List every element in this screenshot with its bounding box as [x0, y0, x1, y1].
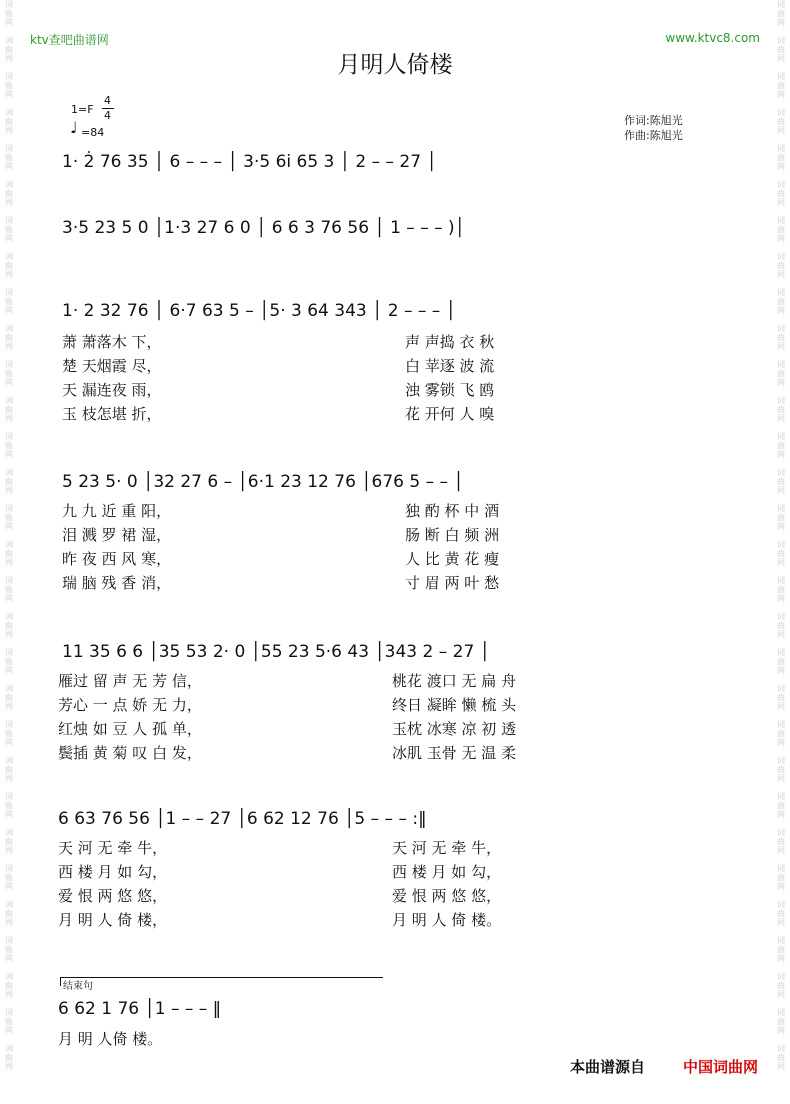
watermark-gap	[774, 855, 788, 864]
watermark-gap	[774, 783, 788, 792]
watermark-char: 词	[777, 720, 785, 729]
watermark-char: 词	[777, 144, 785, 153]
watermark-char: 词	[5, 396, 13, 405]
lyric-6-3b: 爱 恨 两 悠 悠，	[392, 887, 502, 905]
lyric-3-4b: 花 开何 人 嗅	[405, 405, 495, 423]
watermark-char: 曲	[777, 981, 785, 990]
score-line-3: 1· 2 32 76 │ 6·7 63 5 – │5· 3 64 343 │ 2 – – – │	[62, 301, 456, 321]
watermark-char: 曲	[5, 729, 13, 738]
watermark-char: 词	[777, 504, 785, 513]
watermark-char: 词	[5, 0, 13, 9]
lyric-5-3b: 玉枕 冰寒 凉 初 透	[392, 720, 517, 738]
watermark-char: 网	[5, 702, 13, 711]
lyric-3-1b: 声 声捣 衣 秋	[405, 333, 495, 351]
lyric-6-4b: 月 明 人 倚 楼。	[392, 911, 502, 929]
watermark-char: 网	[777, 414, 785, 423]
score-line-1: 1· 2̇ 76 35 │ 6 – – – │ 3·5 6i 65 3 │ 2 – – 27 │	[62, 152, 437, 172]
lyric-3-4a: 玉 枝怎堪 折，	[62, 405, 162, 423]
time-signature-top: 4	[104, 94, 111, 107]
watermark-gap	[774, 999, 788, 1008]
watermark-char: 曲	[5, 297, 13, 306]
watermark-gap	[774, 531, 788, 540]
watermark-char: 曲	[5, 117, 13, 126]
lyric-6-3a: 爱 恨 两 悠 悠，	[58, 887, 168, 905]
watermark-char: 网	[5, 954, 13, 963]
watermark-gap	[774, 279, 788, 288]
watermark-char: 网	[777, 558, 785, 567]
watermark-char: 词	[5, 360, 13, 369]
watermark-gap	[2, 567, 16, 576]
watermark-char: 曲	[777, 585, 785, 594]
watermark-char: 网	[5, 918, 13, 927]
watermark-char: 曲	[5, 369, 13, 378]
watermark-char: 曲	[5, 945, 13, 954]
lyric-4-3b: 人 比 黄 花 瘦	[405, 550, 500, 568]
watermark-char: 词	[5, 324, 13, 333]
watermark-char: 词	[5, 144, 13, 153]
watermark-char: 词	[777, 540, 785, 549]
watermark-char: 网	[777, 342, 785, 351]
watermark-char: 网	[777, 954, 785, 963]
watermark-gap	[2, 963, 16, 972]
lyric-6-2b: 西 楼 月 如 勾，	[392, 863, 502, 881]
watermark-char: 词	[777, 648, 785, 657]
watermark-char: 网	[5, 990, 13, 999]
watermark-char: 网	[5, 882, 13, 891]
watermark-char: 网	[777, 90, 785, 99]
watermark-char: 曲	[5, 441, 13, 450]
watermark-char: 网	[777, 54, 785, 63]
watermark-char: 词	[5, 504, 13, 513]
watermark-gap	[774, 459, 788, 468]
watermark-char: 词	[777, 180, 785, 189]
lyric-5-4a: 鬓插 黄 菊 叹 白 发，	[58, 744, 202, 762]
watermark-char: 网	[5, 18, 13, 27]
watermark-gap	[2, 747, 16, 756]
watermark-gap	[774, 423, 788, 432]
watermark-char: 网	[777, 1026, 785, 1035]
lyric-4-2b: 肠 断 白 频 洲	[405, 526, 500, 544]
watermark-char: 词	[777, 396, 785, 405]
watermark-char: 词	[5, 1044, 13, 1053]
watermark-gap	[774, 891, 788, 900]
watermark-char: 词	[5, 684, 13, 693]
score-line-ending: 6 62 1 76 │1 – – – ‖	[58, 999, 222, 1019]
watermark-char: 曲	[5, 333, 13, 342]
watermark-gap	[774, 207, 788, 216]
watermark-char: 曲	[5, 981, 13, 990]
watermark-char: 网	[777, 846, 785, 855]
watermark-char: 词	[777, 324, 785, 333]
lyric-4-1b: 独 酌 杯 中 酒	[405, 502, 500, 520]
watermark-gap	[2, 171, 16, 180]
watermark-gap	[2, 1071, 16, 1080]
watermark-char: 曲	[777, 117, 785, 126]
watermark-char: 网	[777, 738, 785, 747]
watermark-char: 曲	[5, 153, 13, 162]
watermark-char: 词	[777, 936, 785, 945]
watermark-gap	[2, 495, 16, 504]
watermark-gap	[774, 927, 788, 936]
time-signature-bottom: 4	[104, 109, 111, 122]
watermark-char: 曲	[5, 585, 13, 594]
watermark-gap	[2, 999, 16, 1008]
site-right-label: www.ktvc8.com	[665, 31, 760, 45]
watermark-char: 词	[777, 612, 785, 621]
watermark-char: 曲	[777, 297, 785, 306]
watermark-char: 网	[777, 594, 785, 603]
watermark-char: 网	[5, 1062, 13, 1071]
score-line-6: 6 63 76 56 │1 – – 27 │6 62 12 76 │5 – – – :‖	[58, 809, 427, 829]
watermark-char: 曲	[5, 873, 13, 882]
watermark-char: 网	[777, 378, 785, 387]
score-line-2: 3·5 23 5 0 │1·3 27 6 0 │ 6 6 3 76 56 │ 1 – – – )│	[62, 218, 465, 238]
watermark-char: 曲	[777, 621, 785, 630]
lyric-3-2a: 楚 天烟霞 尽，	[62, 357, 162, 375]
watermark-char: 词	[5, 792, 13, 801]
watermark-char: 词	[777, 360, 785, 369]
lyric-4-3a: 昨 夜 西 风 寒，	[62, 550, 172, 568]
watermark-gap	[2, 819, 16, 828]
side-watermark-right	[774, 0, 788, 1104]
watermark-char: 曲	[777, 9, 785, 18]
watermark-char: 词	[777, 108, 785, 117]
watermark-char: 词	[5, 648, 13, 657]
watermark-gap	[774, 99, 788, 108]
watermark-gap	[774, 639, 788, 648]
watermark-gap	[2, 639, 16, 648]
watermark-char: 网	[777, 630, 785, 639]
watermark-char: 词	[777, 468, 785, 477]
watermark-char: 词	[777, 36, 785, 45]
watermark-char: 曲	[5, 9, 13, 18]
lyric-6-1a: 天 河 无 牵 牛，	[58, 839, 168, 857]
watermark-char: 网	[777, 990, 785, 999]
watermark-char: 词	[5, 576, 13, 585]
watermark-char: 词	[5, 936, 13, 945]
watermark-char: 曲	[777, 765, 785, 774]
lyric-5-3a: 红烛 如 豆 人 孤 单，	[58, 720, 202, 738]
watermark-char: 词	[5, 72, 13, 81]
score-line-5: 11 35 6 6 │35 53 2· 0 │55 23 5·6 43 │343 2 – 27 │	[62, 642, 490, 662]
watermark-gap	[2, 135, 16, 144]
watermark-char: 曲	[777, 369, 785, 378]
watermark-char: 网	[5, 666, 13, 675]
watermark-char: 曲	[5, 189, 13, 198]
watermark-char: 网	[777, 270, 785, 279]
score-line-4: 5 23 5· 0 │32 27 6 – │6·1 23 12 76 │676 5 – – │	[62, 472, 464, 492]
watermark-gap	[774, 567, 788, 576]
watermark-char: 词	[5, 540, 13, 549]
watermark-char: 网	[777, 486, 785, 495]
watermark-gap	[2, 603, 16, 612]
site-left-label: ktv查吧曲谱网	[30, 33, 109, 47]
watermark-char: 网	[5, 378, 13, 387]
watermark-char: 曲	[777, 45, 785, 54]
watermark-char: 曲	[777, 441, 785, 450]
watermark-char: 网	[5, 342, 13, 351]
watermark-char: 曲	[777, 225, 785, 234]
watermark-char: 网	[777, 306, 785, 315]
watermark-gap	[2, 423, 16, 432]
lyric-6-2a: 西 楼 月 如 勾，	[58, 863, 168, 881]
composer: 作曲:陈旭光	[624, 129, 683, 142]
watermark-char: 词	[5, 36, 13, 45]
watermark-char: 曲	[5, 225, 13, 234]
watermark-char: 曲	[777, 189, 785, 198]
watermark-char: 词	[5, 612, 13, 621]
watermark-char: 词	[5, 720, 13, 729]
lyricist: 作词:陈旭光	[624, 114, 683, 127]
lyric-4-4b: 寸 眉 两 叶 愁	[405, 574, 500, 592]
watermark-gap	[2, 711, 16, 720]
watermark-char: 网	[777, 1062, 785, 1071]
watermark-gap	[774, 135, 788, 144]
watermark-gap	[774, 603, 788, 612]
watermark-char: 词	[777, 972, 785, 981]
lyric-5-2b: 终日 凝眸 懒 梳 头	[392, 696, 517, 714]
lyric-5-1b: 桃花 渡口 无 扁 舟	[392, 672, 517, 690]
watermark-char: 曲	[5, 1053, 13, 1062]
watermark-char: 网	[777, 666, 785, 675]
watermark-char: 词	[777, 432, 785, 441]
lyric-4-2a: 泪 溅 罗 裙 湿，	[62, 526, 172, 544]
watermark-gap	[774, 747, 788, 756]
watermark-char: 曲	[777, 657, 785, 666]
watermark-char: 网	[5, 630, 13, 639]
lyric-5-1a: 雁过 留 声 无 芳 信，	[58, 672, 202, 690]
watermark-char: 曲	[777, 549, 785, 558]
watermark-char: 曲	[5, 621, 13, 630]
lyric-3-3b: 浊 雾锁 飞 鸥	[405, 381, 495, 399]
watermark-gap	[2, 279, 16, 288]
watermark-gap	[774, 819, 788, 828]
watermark-char: 曲	[777, 153, 785, 162]
watermark-char: 网	[5, 270, 13, 279]
ending-label: 结束句	[63, 981, 93, 992]
page-title: 月明人倚楼	[337, 52, 453, 78]
lyric-4-1a: 九 九 近 重 阳，	[62, 502, 172, 520]
watermark-char: 曲	[777, 693, 785, 702]
watermark-gap	[2, 207, 16, 216]
watermark-char: 曲	[5, 1017, 13, 1026]
ending-bracket	[60, 977, 383, 986]
watermark-gap	[774, 315, 788, 324]
watermark-char: 曲	[5, 693, 13, 702]
watermark-char: 曲	[5, 513, 13, 522]
watermark-char: 曲	[777, 1017, 785, 1026]
watermark-char: 曲	[5, 405, 13, 414]
watermark-char: 曲	[5, 45, 13, 54]
watermark-char: 词	[777, 72, 785, 81]
watermark-gap	[2, 531, 16, 540]
watermark-char: 网	[5, 306, 13, 315]
watermark-char: 词	[5, 828, 13, 837]
watermark-char: 网	[777, 126, 785, 135]
watermark-gap	[2, 387, 16, 396]
watermark-char: 网	[777, 810, 785, 819]
watermark-char: 网	[5, 90, 13, 99]
watermark-char: 曲	[777, 729, 785, 738]
watermark-char: 词	[5, 180, 13, 189]
watermark-char: 曲	[777, 801, 785, 810]
lyric-6-4a: 月 明 人 倚 楼，	[58, 911, 168, 929]
watermark-char: 网	[5, 486, 13, 495]
lyric-3-2b: 白 苹逐 波 流	[405, 357, 495, 375]
watermark-gap	[774, 963, 788, 972]
watermark-char: 网	[777, 774, 785, 783]
watermark-char: 曲	[777, 261, 785, 270]
quarter-note-icon: ♩	[70, 118, 78, 137]
watermark-char: 词	[5, 432, 13, 441]
watermark-char: 词	[5, 756, 13, 765]
watermark-char: 词	[777, 792, 785, 801]
watermark-char: 网	[777, 162, 785, 171]
watermark-gap	[2, 243, 16, 252]
watermark-char: 网	[5, 126, 13, 135]
watermark-char: 曲	[5, 837, 13, 846]
watermark-char: 词	[777, 756, 785, 765]
watermark-gap	[2, 891, 16, 900]
watermark-char: 词	[777, 216, 785, 225]
watermark-gap	[2, 927, 16, 936]
tempo: =84	[81, 126, 105, 139]
watermark-char: 网	[5, 558, 13, 567]
watermark-char: 曲	[777, 81, 785, 90]
watermark-char: 曲	[777, 1053, 785, 1062]
watermark-char: 网	[777, 522, 785, 531]
watermark-gap	[2, 351, 16, 360]
watermark-char: 网	[5, 846, 13, 855]
watermark-char: 词	[5, 972, 13, 981]
watermark-char: 网	[777, 450, 785, 459]
watermark-char: 词	[5, 864, 13, 873]
watermark-char: 词	[5, 900, 13, 909]
watermark-char: 曲	[5, 801, 13, 810]
watermark-char: 曲	[5, 765, 13, 774]
watermark-char: 词	[777, 576, 785, 585]
watermark-gap	[2, 459, 16, 468]
watermark-char: 曲	[777, 837, 785, 846]
watermark-gap	[2, 315, 16, 324]
watermark-char: 词	[5, 216, 13, 225]
watermark-gap	[774, 1035, 788, 1044]
watermark-char: 网	[5, 198, 13, 207]
watermark-char: 网	[5, 594, 13, 603]
watermark-char: 网	[5, 810, 13, 819]
watermark-gap	[2, 675, 16, 684]
footer-site-link[interactable]: 中国词曲网	[682, 1058, 758, 1076]
watermark-char: 曲	[5, 657, 13, 666]
watermark-char: 网	[5, 234, 13, 243]
watermark-char: 网	[777, 234, 785, 243]
watermark-gap	[774, 675, 788, 684]
watermark-char: 词	[777, 684, 785, 693]
watermark-char: 曲	[777, 873, 785, 882]
lyric-5-4b: 冰肌 玉骨 无 温 柔	[392, 744, 517, 762]
lyric-5-2a: 芳心 一 点 娇 无 力，	[58, 696, 202, 714]
watermark-char: 网	[5, 414, 13, 423]
watermark-gap	[774, 171, 788, 180]
key-signature: 1=F	[71, 103, 94, 116]
watermark-char: 词	[5, 288, 13, 297]
watermark-gap	[774, 243, 788, 252]
lyric-6-1b: 天 河 无 牵 牛，	[392, 839, 502, 857]
watermark-char: 网	[5, 522, 13, 531]
watermark-char: 网	[5, 54, 13, 63]
watermark-gap	[774, 1071, 788, 1080]
watermark-gap	[2, 1035, 16, 1044]
watermark-char: 曲	[777, 945, 785, 954]
watermark-gap	[774, 27, 788, 36]
watermark-char: 网	[777, 702, 785, 711]
watermark-char: 词	[777, 252, 785, 261]
watermark-char: 曲	[777, 477, 785, 486]
watermark-char: 词	[5, 252, 13, 261]
watermark-gap	[774, 495, 788, 504]
watermark-char: 网	[5, 738, 13, 747]
watermark-gap	[2, 99, 16, 108]
watermark-char: 曲	[5, 477, 13, 486]
watermark-char: 网	[777, 18, 785, 27]
watermark-char: 曲	[777, 513, 785, 522]
watermark-char: 词	[777, 1008, 785, 1017]
watermark-char: 词	[5, 1008, 13, 1017]
lyric-3-1a: 萧 萧落木 下，	[62, 333, 162, 351]
watermark-char: 网	[5, 450, 13, 459]
watermark-char: 曲	[777, 909, 785, 918]
watermark-char: 曲	[5, 909, 13, 918]
watermark-gap	[774, 387, 788, 396]
watermark-gap	[2, 783, 16, 792]
lyric-3-3a: 天 漏连夜 雨，	[62, 381, 162, 399]
watermark-char: 词	[5, 468, 13, 477]
watermark-gap	[774, 711, 788, 720]
watermark-char: 词	[777, 828, 785, 837]
watermark-gap	[774, 351, 788, 360]
watermark-char: 曲	[5, 81, 13, 90]
watermark-char: 网	[5, 774, 13, 783]
watermark-char: 词	[777, 0, 785, 9]
lyric-ending: 月 明 人倚 楼。	[58, 1030, 163, 1048]
watermark-char: 曲	[5, 549, 13, 558]
watermark-gap	[2, 27, 16, 36]
watermark-char: 词	[777, 864, 785, 873]
watermark-char: 网	[777, 882, 785, 891]
lyric-4-4a: 瑞 脑 残 香 消，	[62, 574, 172, 592]
watermark-char: 曲	[777, 405, 785, 414]
watermark-char: 词	[777, 288, 785, 297]
watermark-char: 词	[777, 1044, 785, 1053]
watermark-char: 网	[5, 1026, 13, 1035]
watermark-char: 网	[777, 198, 785, 207]
watermark-gap	[2, 855, 16, 864]
side-watermark-left	[2, 0, 16, 1104]
footer-label: 本曲谱源自	[569, 1058, 645, 1076]
watermark-char: 网	[5, 162, 13, 171]
watermark-char: 网	[777, 918, 785, 927]
watermark-char: 曲	[777, 333, 785, 342]
watermark-char: 曲	[5, 261, 13, 270]
watermark-char: 词	[777, 900, 785, 909]
watermark-char: 词	[5, 108, 13, 117]
